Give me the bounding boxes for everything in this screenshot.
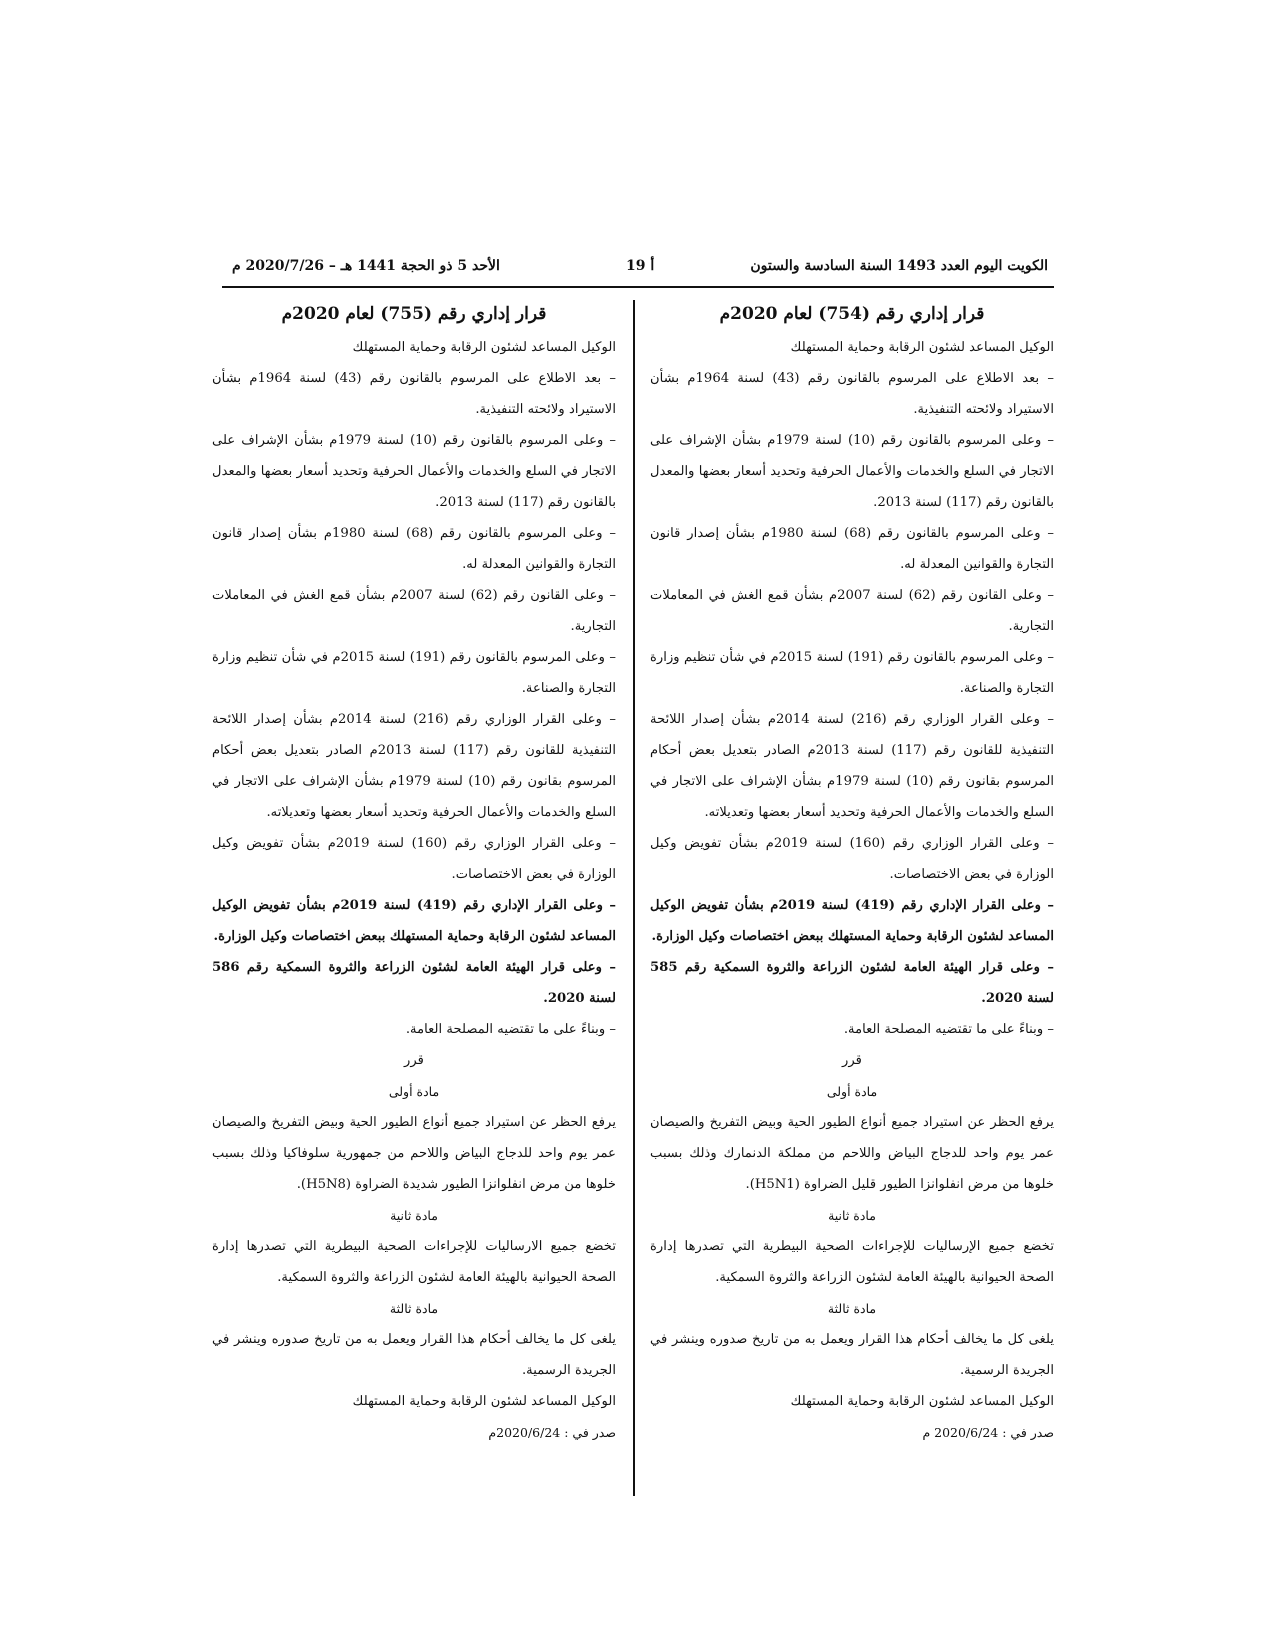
decree-755-issuer: الوكيل المساعد لشئون الرقابة وحماية المستهلك (352, 340, 616, 355)
decided-heading: قرر (842, 1053, 862, 1068)
preamble-item: – وعلى القرار الوزاري رقم (160) لسنة 2019م بشأن تفويض وكيل الوزارة في بعض الاختصاصات. (650, 836, 1054, 882)
preamble-item: – بعد الاطلاع على المرسوم بالقانون رقم (43) لسنة 1964م بشأن الاستيراد ولائحته التنفيذية. (650, 371, 1054, 417)
decree-754-issuer: الوكيل المساعد لشئون الرقابة وحماية المستهلك (790, 340, 1054, 355)
issue-date-line: صدر في : 2020/6/24 م (922, 1425, 1054, 1440)
article-2-text: تخضع جميع الارساليات للإجراءات الصحية البيطرية التي تصدرها إدارة الصحة الحيوانية بالهيئة العامة لشئون الزراعة والثروة السمكية. (212, 1239, 616, 1285)
decree-754-title: قرار إداري رقم (754) لعام 2020م (719, 304, 985, 324)
page-header (222, 256, 1054, 288)
article-2-title: مادة ثانية (828, 1208, 876, 1223)
preamble-item: – وعلى المرسوم بالقانون رقم (68) لسنة 1980م بشأن إصدار قانون التجارة والقوانين المعدلة له. (212, 526, 617, 572)
article-3-text: يلغى كل ما يخالف أحكام هذا القرار ويعمل به من تاريخ صدوره وينشر في الجريدة الرسمية. (212, 1332, 616, 1378)
preamble-item: – وعلى القانون رقم (62) لسنة 2007م بشأن قمع الغش في المعاملات التجارية. (650, 588, 1054, 634)
preamble-item: – وعلى قرار الهيئة العامة لشئون الزراعة والثروة السمكية رقم 586 لسنة 2020. (212, 960, 616, 1006)
preamble-item: – وعلى المرسوم بالقانون رقم (10) لسنة 1979م بشأن الإشراف على الاتجار في السلع والخدمات والأعمال الحرفية وتحديد أسعار بعضها والمعدل بالقانون رقم (117) لسنة 2013. (212, 433, 616, 510)
page-number: أ 19 (626, 258, 655, 274)
issue-date: الأحد 5 ذو الحجة 1441 هـ – 2020/7/26 م (232, 258, 500, 274)
article-1-title: مادة أولى (388, 1084, 440, 1099)
preamble-item: – وعلى القرار الإداري رقم (419) لسنة 2019م بشأن تفويض الوكيل المساعد لشئون الرقابة وحماية المستهلك ببعض اختصاصات وكيل الوزارة. (212, 898, 616, 944)
preamble-item: – وعلى القرار الإداري رقم (419) لسنة 2019م بشأن تفويض الوكيل المساعد لشئون الرقابة وحماية المستهلك ببعض اختصاصات وكيل الوزارة. (650, 898, 1054, 944)
article-3-text: يلغى كل ما يخالف أحكام هذا القرار ويعمل به من تاريخ صدوره وينشر في الجريدة الرسمية. (650, 1332, 1054, 1378)
article-1-text: يرفع الحظر عن استيراد جميع أنواع الطيور الحية وبيض التفريخ والصيصان عمر يوم واحد للدجاج البياض واللاحم من مملكة الدنمارك وذلك بسبب خلوها من مرض انفلوانزا الطيور قليل الضراوة (H5N1). (650, 1115, 1054, 1192)
signature: الوكيل المساعد لشئون الرقابة وحماية المستهلك (352, 1394, 616, 1409)
signature: الوكيل المساعد لشئون الرقابة وحماية المستهلك (790, 1394, 1054, 1409)
decided-heading: قرر (404, 1053, 424, 1068)
preamble-item: – وعلى القانون رقم (62) لسنة 2007م بشأن قمع الغش في المعاملات التجارية. (212, 588, 616, 634)
column-divider (633, 300, 635, 1496)
preamble-item: – وعلى القرار الوزاري رقم (216) لسنة 2014م بشأن إصدار اللائحة التنفيذية للقانون رقم (117) لسنة 2013م الصادر بتعديل بعض أحكام المرسوم بقانون رقم (10) لسنة 1979م بشأن الإشراف على الاتجار في السلع والخدمات والأعمال الحرفية وتحديد أسعار بعضها وتعديلاته. (650, 712, 1054, 820)
preamble-item: – وعلى المرسوم بالقانون رقم (68) لسنة 1980م بشأن إصدار قانون التجارة والقوانين المعدلة له. (650, 526, 1055, 572)
article-3-title: مادة ثالثة (827, 1301, 877, 1316)
preamble-item: – وبناءً على ما تقتضيه المصلحة العامة. (405, 1022, 616, 1037)
preamble-item: – وعلى القرار الوزاري رقم (160) لسنة 2019م بشأن تفويض وكيل الوزارة في بعض الاختصاصات. (212, 836, 616, 882)
decree-755-title: قرار إداري رقم (755) لعام 2020م (281, 304, 547, 324)
decree-754-column (650, 298, 1054, 1448)
article-3-title: مادة ثالثة (389, 1301, 439, 1316)
preamble-item: – وعلى المرسوم بالقانون رقم (191) لسنة 2015م في شأن تنظيم وزارة التجارة والصناعة. (650, 650, 1054, 696)
article-1-text: يرفع الحظر عن استيراد جميع أنواع الطيور الحية وبيض التفريخ والصيصان عمر يوم واحد للدجاج البياض واللاحم من جمهورية سلوفاكيا وذلك بسبب خلوها من مرض انفلوانزا الطيور شديدة الضراوة (H5N8). (212, 1115, 616, 1192)
preamble-item: – وبناءً على ما تقتضيه المصلحة العامة. (843, 1022, 1054, 1037)
issue-date-line: صدر في : 2020/6/24م (488, 1425, 616, 1440)
decree-755-column (212, 298, 616, 1448)
preamble-item: – وعلى المرسوم بالقانون رقم (10) لسنة 1979م بشأن الإشراف على الاتجار في السلع والخدمات والأعمال الحرفية وتحديد أسعار بعضها والمعدل بالقانون رقم (117) لسنة 2013. (650, 433, 1054, 510)
article-2-title: مادة ثانية (390, 1208, 438, 1223)
preamble-item: – بعد الاطلاع على المرسوم بالقانون رقم (43) لسنة 1964م بشأن الاستيراد ولائحته التنفيذية. (212, 371, 616, 417)
preamble-item: – وعلى القرار الوزاري رقم (216) لسنة 2014م بشأن إصدار اللائحة التنفيذية للقانون رقم (117) لسنة 2013م الصادر بتعديل بعض أحكام المرسوم بقانون رقم (10) لسنة 1979م بشأن الإشراف على الاتجار في السلع والخدمات والأعمال الحرفية وتحديد أسعار بعضها وتعديلاته. (212, 712, 616, 820)
article-2-text: تخضع جميع الإرساليات للإجراءات الصحية البيطرية التي تصدرها إدارة الصحة الحيوانية بالهيئة العامة لشئون الزراعة والثروة السمكية. (650, 1239, 1054, 1285)
preamble-item: – وعلى قرار الهيئة العامة لشئون الزراعة والثروة السمكية رقم 585 لسنة 2020. (650, 960, 1054, 1006)
article-1-title: مادة أولى (826, 1084, 878, 1099)
preamble-item: – وعلى المرسوم بالقانون رقم (191) لسنة 2015م في شأن تنظيم وزارة التجارة والصناعة. (212, 650, 616, 696)
publication-name: الكويت اليوم العدد 1493 السنة السادسة والستون (750, 258, 1048, 274)
